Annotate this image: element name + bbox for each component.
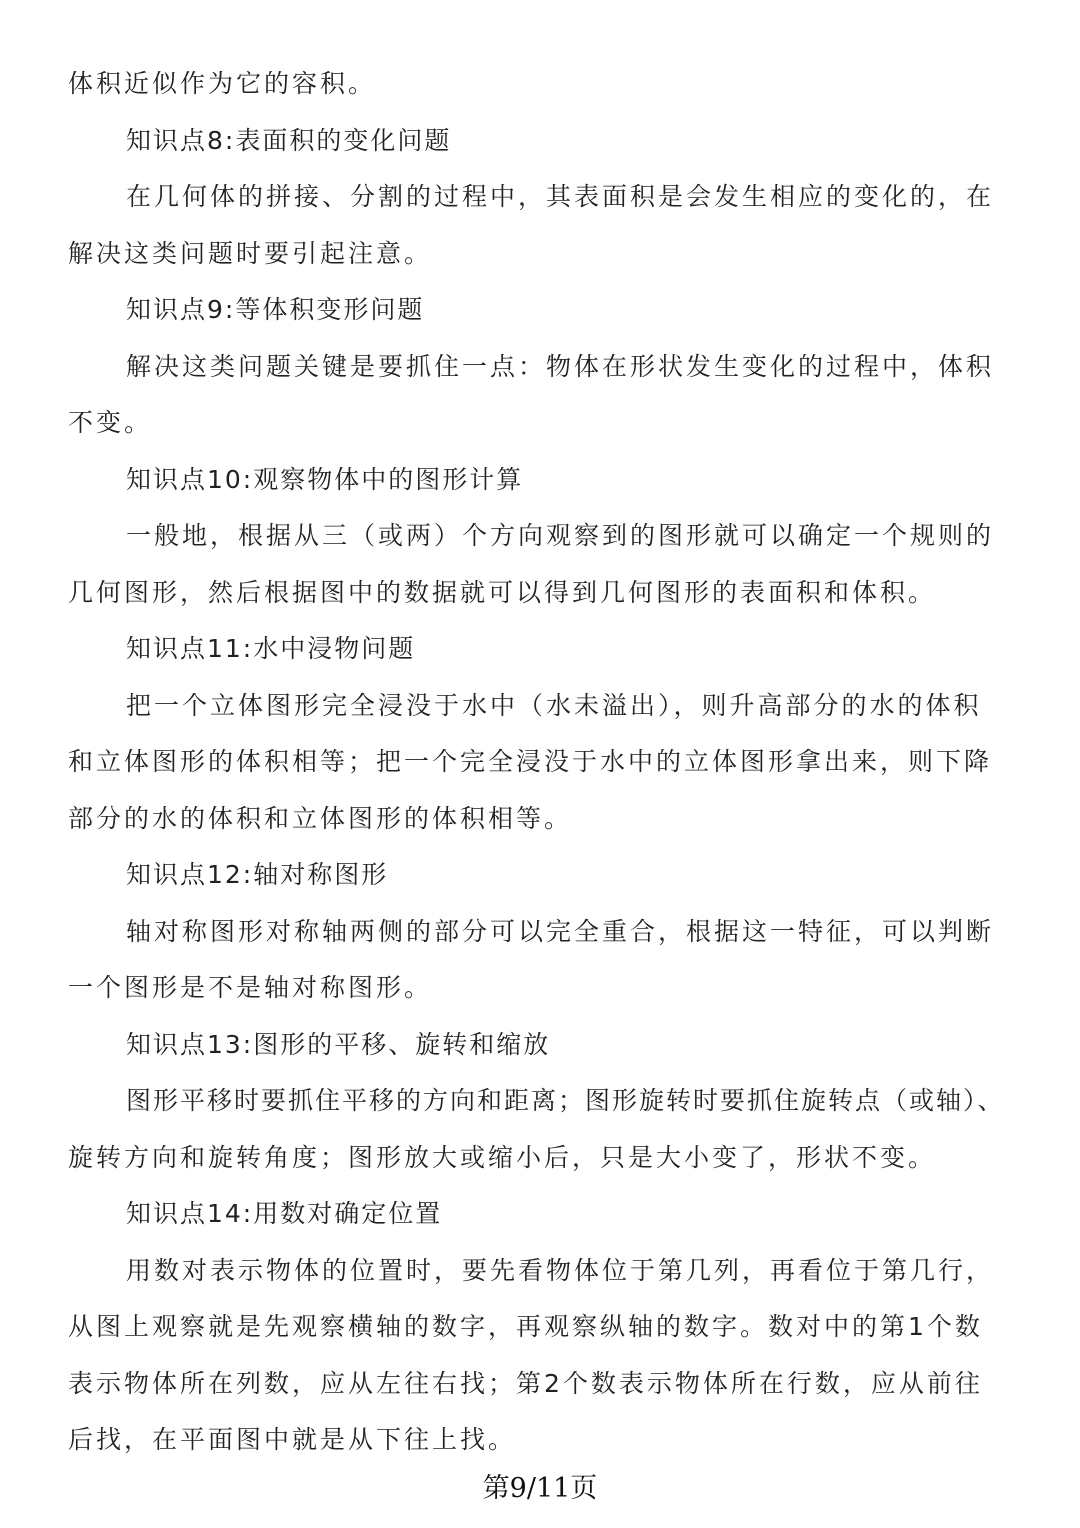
paragraph-line: 部分的水的体积和立体图形的体积相等。 [68, 803, 573, 833]
paragraph-line: 解决这类问题关键是要抓住一点：物体在形状发生变化的过程中，体积 [126, 351, 995, 381]
paragraph-line: 几何图形，然后根据图中的数据就可以得到几何图形的表面积和体积。 [68, 577, 937, 607]
paragraph-line: 后找，在平面图中就是从下往上找。 [68, 1425, 517, 1454]
section-heading: 知识点14:用数对确定位置 [126, 1199, 443, 1228]
paragraph-line: 一般地，根据从三（或两）个方向观察到的图形就可以确定一个规则的 [126, 521, 995, 550]
section-heading: 知识点12:轴对称图形 [126, 860, 389, 889]
section-heading: 知识点13:图形的平移、旋转和缩放 [126, 1029, 551, 1059]
paragraph-line: 解决这类问题时要引起注意。 [68, 238, 433, 268]
document-body [68, 56, 1018, 1469]
paragraph-line: 一个图形是不是轴对称图形。 [68, 973, 433, 1002]
section-heading: 知识点8:表面积的变化问题 [126, 125, 452, 155]
paragraph-line: 和立体图形的体积相等；把一个完全浸没于水中的立体图形拿出来，则下降 [68, 747, 993, 776]
paragraph-line: 旋转方向和旋转角度；图形放大或缩小后，只是大小变了，形状不变。 [68, 1142, 937, 1172]
paragraph-line: 图形平移时要抓住平移的方向和距离；图形旋转时要抓住旋转点（或轴）、 [126, 1086, 1005, 1115]
section-heading: 知识点9:等体积变形问题 [126, 295, 425, 324]
section-heading: 知识点11:水中浸物问题 [126, 634, 416, 663]
paragraph-line: 体积近似作为它的容积。 [68, 69, 377, 98]
paragraph-line: 不变。 [68, 408, 153, 437]
paragraph-line: 在几何体的拼接、分割的过程中，其表面积是会发生相应的变化的，在 [126, 182, 995, 211]
paragraph-line: 表示物体所在列数，应从左往右找；第2个数表示物体所在行数，应从前往 [68, 1368, 983, 1398]
section-heading: 知识点10:观察物体中的图形计算 [126, 464, 524, 494]
paragraph-line: 用数对表示物体的位置时，要先看物体位于第几列，再看位于第几行， [126, 1255, 995, 1285]
page-number: 第9/11页 [482, 1473, 598, 1504]
paragraph-line: 从图上观察就是先观察横轴的数字，再观察纵轴的数字。数对中的第1个数 [68, 1312, 983, 1341]
paragraph-line: 把一个立体图形完全浸没于水中（水未溢出），则升高部分的水的体积 [126, 690, 982, 720]
paragraph-line: 轴对称图形对称轴两侧的部分可以完全重合，根据这一特征，可以判断 [126, 916, 995, 946]
